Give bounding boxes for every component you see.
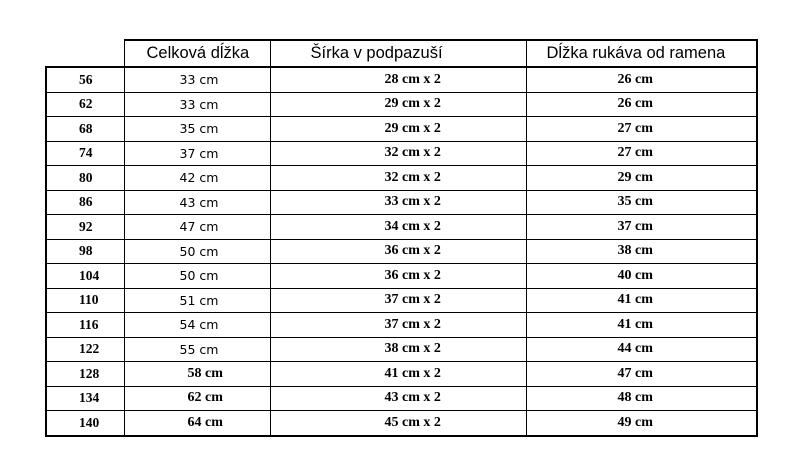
- size-cell: 134: [46, 386, 124, 411]
- size-cell: 122: [46, 337, 124, 362]
- size-cell: 110: [46, 288, 124, 313]
- table-row: [46, 386, 757, 411]
- armpit-width-cell: 28 cm x 2: [270, 67, 526, 92]
- total-length-cell: 33 cm: [124, 92, 270, 117]
- armpit-width-cell: 32 cm x 2: [270, 141, 526, 166]
- sleeve-length-cell: 41 cm: [526, 288, 757, 313]
- header-sleeve-length: Dĺžka rukáva od ramena: [526, 40, 757, 67]
- size-cell: 116: [46, 313, 124, 338]
- sleeve-length-cell: 27 cm: [526, 117, 757, 142]
- total-length-cell: 62 cm: [124, 386, 270, 411]
- sleeve-length-cell: 26 cm: [526, 92, 757, 117]
- armpit-width-cell: 36 cm x 2: [270, 264, 526, 289]
- table-row: [46, 117, 757, 142]
- armpit-width-cell: 41 cm x 2: [270, 362, 526, 387]
- armpit-width-cell: 45 cm x 2: [270, 411, 526, 436]
- sleeve-length-cell: 44 cm: [526, 337, 757, 362]
- armpit-width-cell: 33 cm x 2: [270, 190, 526, 215]
- header-armpit-width: Šírka v podpazuší: [270, 40, 526, 67]
- size-cell: 92: [46, 215, 124, 240]
- table-row: [46, 141, 757, 166]
- total-length-cell: 35 cm: [124, 117, 270, 142]
- armpit-width-cell: 38 cm x 2: [270, 337, 526, 362]
- sleeve-length-cell: 40 cm: [526, 264, 757, 289]
- table-header-row: [46, 40, 757, 67]
- size-cell: 80: [46, 166, 124, 191]
- sleeve-length-cell: 41 cm: [526, 313, 757, 338]
- sleeve-length-cell: 49 cm: [526, 411, 757, 436]
- table-row: [46, 67, 757, 92]
- table-row: [46, 190, 757, 215]
- sleeve-length-cell: 37 cm: [526, 215, 757, 240]
- total-length-cell: 55 cm: [124, 337, 270, 362]
- size-cell: 68: [46, 117, 124, 142]
- total-length-cell: 50 cm: [124, 239, 270, 264]
- total-length-cell: 51 cm: [124, 288, 270, 313]
- table-row: [46, 313, 757, 338]
- sleeve-length-cell: 38 cm: [526, 239, 757, 264]
- armpit-width-cell: 43 cm x 2: [270, 386, 526, 411]
- armpit-width-cell: 36 cm x 2: [270, 239, 526, 264]
- sleeve-length-cell: 47 cm: [526, 362, 757, 387]
- total-length-cell: 58 cm: [124, 362, 270, 387]
- table-row: [46, 92, 757, 117]
- size-cell: 140: [46, 411, 124, 436]
- sleeve-length-cell: 26 cm: [526, 67, 757, 92]
- table-row: [46, 337, 757, 362]
- size-cell: 86: [46, 190, 124, 215]
- table-row: [46, 239, 757, 264]
- header-total-length: Celková dĺžka: [124, 40, 270, 67]
- total-length-cell: 43 cm: [124, 190, 270, 215]
- armpit-width-cell: 29 cm x 2: [270, 92, 526, 117]
- total-length-cell: 50 cm: [124, 264, 270, 289]
- table-row: [46, 166, 757, 191]
- size-cell: 104: [46, 264, 124, 289]
- size-cell: 62: [46, 92, 124, 117]
- table-row: [46, 264, 757, 289]
- armpit-width-cell: 37 cm x 2: [270, 313, 526, 338]
- total-length-cell: 47 cm: [124, 215, 270, 240]
- size-chart-table: [45, 39, 758, 437]
- armpit-width-cell: 29 cm x 2: [270, 117, 526, 142]
- table-row: [46, 288, 757, 313]
- size-cell: 98: [46, 239, 124, 264]
- size-cell: 128: [46, 362, 124, 387]
- size-cell: 56: [46, 67, 124, 92]
- armpit-width-cell: 34 cm x 2: [270, 215, 526, 240]
- armpit-width-cell: 37 cm x 2: [270, 288, 526, 313]
- sleeve-length-cell: 35 cm: [526, 190, 757, 215]
- sleeve-length-cell: 27 cm: [526, 141, 757, 166]
- total-length-cell: 37 cm: [124, 141, 270, 166]
- table-row: [46, 411, 757, 436]
- total-length-cell: 54 cm: [124, 313, 270, 338]
- total-length-cell: 33 cm: [124, 67, 270, 92]
- armpit-width-cell: 32 cm x 2: [270, 166, 526, 191]
- sleeve-length-cell: 48 cm: [526, 386, 757, 411]
- size-cell: 74: [46, 141, 124, 166]
- header-corner-cell: [46, 40, 124, 67]
- sleeve-length-cell: 29 cm: [526, 166, 757, 191]
- table-row: [46, 215, 757, 240]
- total-length-cell: 42 cm: [124, 166, 270, 191]
- total-length-cell: 64 cm: [124, 411, 270, 436]
- table-body: [46, 67, 757, 436]
- table-row: [46, 362, 757, 387]
